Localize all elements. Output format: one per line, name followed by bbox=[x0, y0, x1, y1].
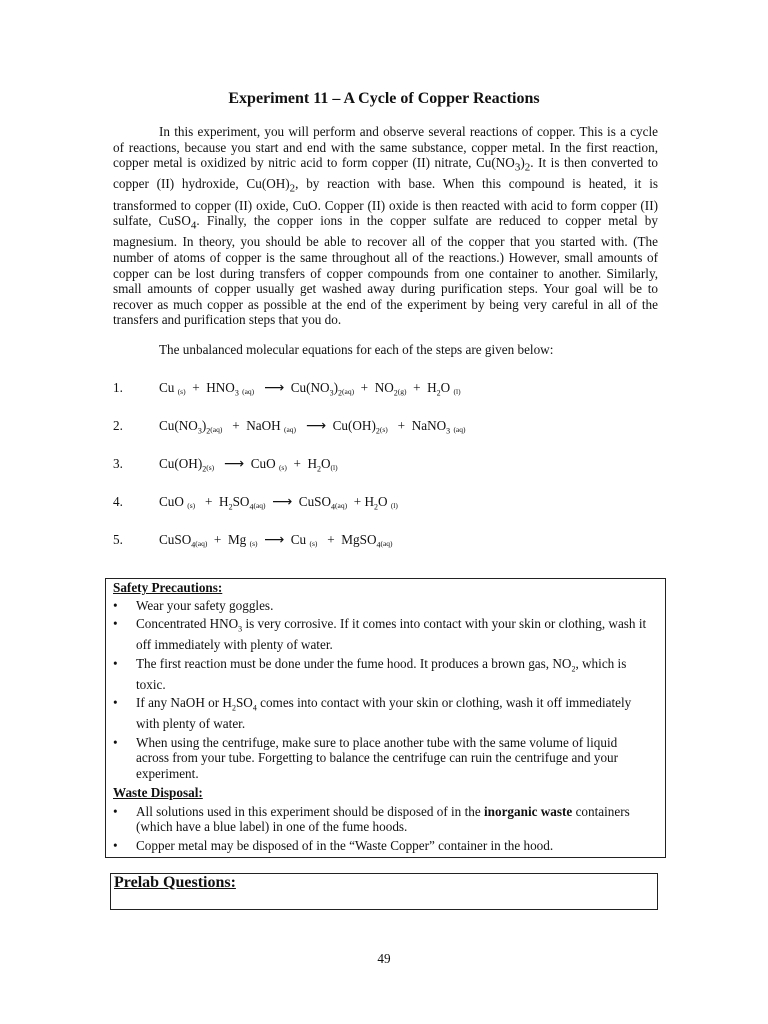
prelab-heading: Prelab Questions: bbox=[114, 874, 236, 891]
list-item: • Copper metal may be disposed of in the “Waste Copper” container in the hood. bbox=[113, 837, 554, 853]
arrow-icon: ⟶ bbox=[224, 456, 245, 472]
waste-list bbox=[113, 804, 653, 856]
list-item: • When using the centrifuge, make sure to place another tube with the same volume of liquid across from your tube. Forgetting to balance the centrifuge can ruin the centrifuge and your experiment. bbox=[113, 734, 619, 781]
page-number: 49 bbox=[377, 951, 391, 966]
list-item: • Wear your safety goggles. bbox=[113, 598, 274, 613]
arrow-icon: ⟶ bbox=[264, 532, 285, 548]
safety-list bbox=[113, 598, 653, 784]
list-item: • The first reaction must be done under the fume hood. It produces a brown gas, $NO_2$, which is toxic. bbox=[113, 655, 627, 692]
arrow-icon: ⟶ bbox=[272, 494, 293, 510]
page-title: Experiment 11 – A Cycle of Copper Reactions bbox=[228, 90, 540, 107]
list-item: • Concentrated $HNO_3$ is very corrosive. If it comes into contact with your skin or clothing, wash it off immediately with plenty of water. bbox=[113, 616, 647, 653]
waste-heading: Waste Disposal: bbox=[113, 785, 203, 800]
arrow-icon: ⟶ bbox=[264, 380, 285, 396]
list-item: • All solutions used in this experiment should be disposed of in the inorganic waste containers (which have a blue label) in one of the fume hoods. bbox=[113, 804, 630, 835]
safety-heading: Safety Precautions: bbox=[113, 580, 223, 595]
equations-lead: The unbalanced molecular equations for each of the steps are given below: bbox=[159, 342, 554, 357]
intro-paragraph: In this experiment, you will perform and observe several reactions of copper. This is a cycle of reactions, because you start and end with the same substance, copper metal. In the first reaction, copper metal is oxidized by nitric acid to form copper (II) nitrate, $Cu(NO_3)_2$. It is then converted to copper (II) hydroxide, $Cu(OH)_2$, by reaction with base. When this compound is heated, it is transformed to copper (II) oxide, CuO. Copper (II) oxide is then reacted with acid to form copper (II) sulfate, CuSO$_4$. Finally, the copper ions in the copper sulfate are reduced to copper metal by magnesium. In theory, you should be able to recover all of the copper that you started with. (The number of atoms of copper is the same throughout all of the reactions.) However, small amounts of copper can be lost during transfers of copper compounds from one container to another. Similarly, small amounts of copper usually get washed away during purification steps. Your goal will be to recover as much copper as possible at the end of the experiment by being very careful in all of the transfers and purification steps that you do. bbox=[113, 124, 659, 328]
arrow-icon: ⟶ bbox=[305, 418, 327, 434]
prelab-box bbox=[110, 873, 658, 910]
list-item: • If any NaOH or $H_2SO_4$ comes into contact with your skin or clothing, wash it off immediately with plenty of water. bbox=[113, 695, 632, 732]
safety-waste-box bbox=[105, 578, 666, 858]
